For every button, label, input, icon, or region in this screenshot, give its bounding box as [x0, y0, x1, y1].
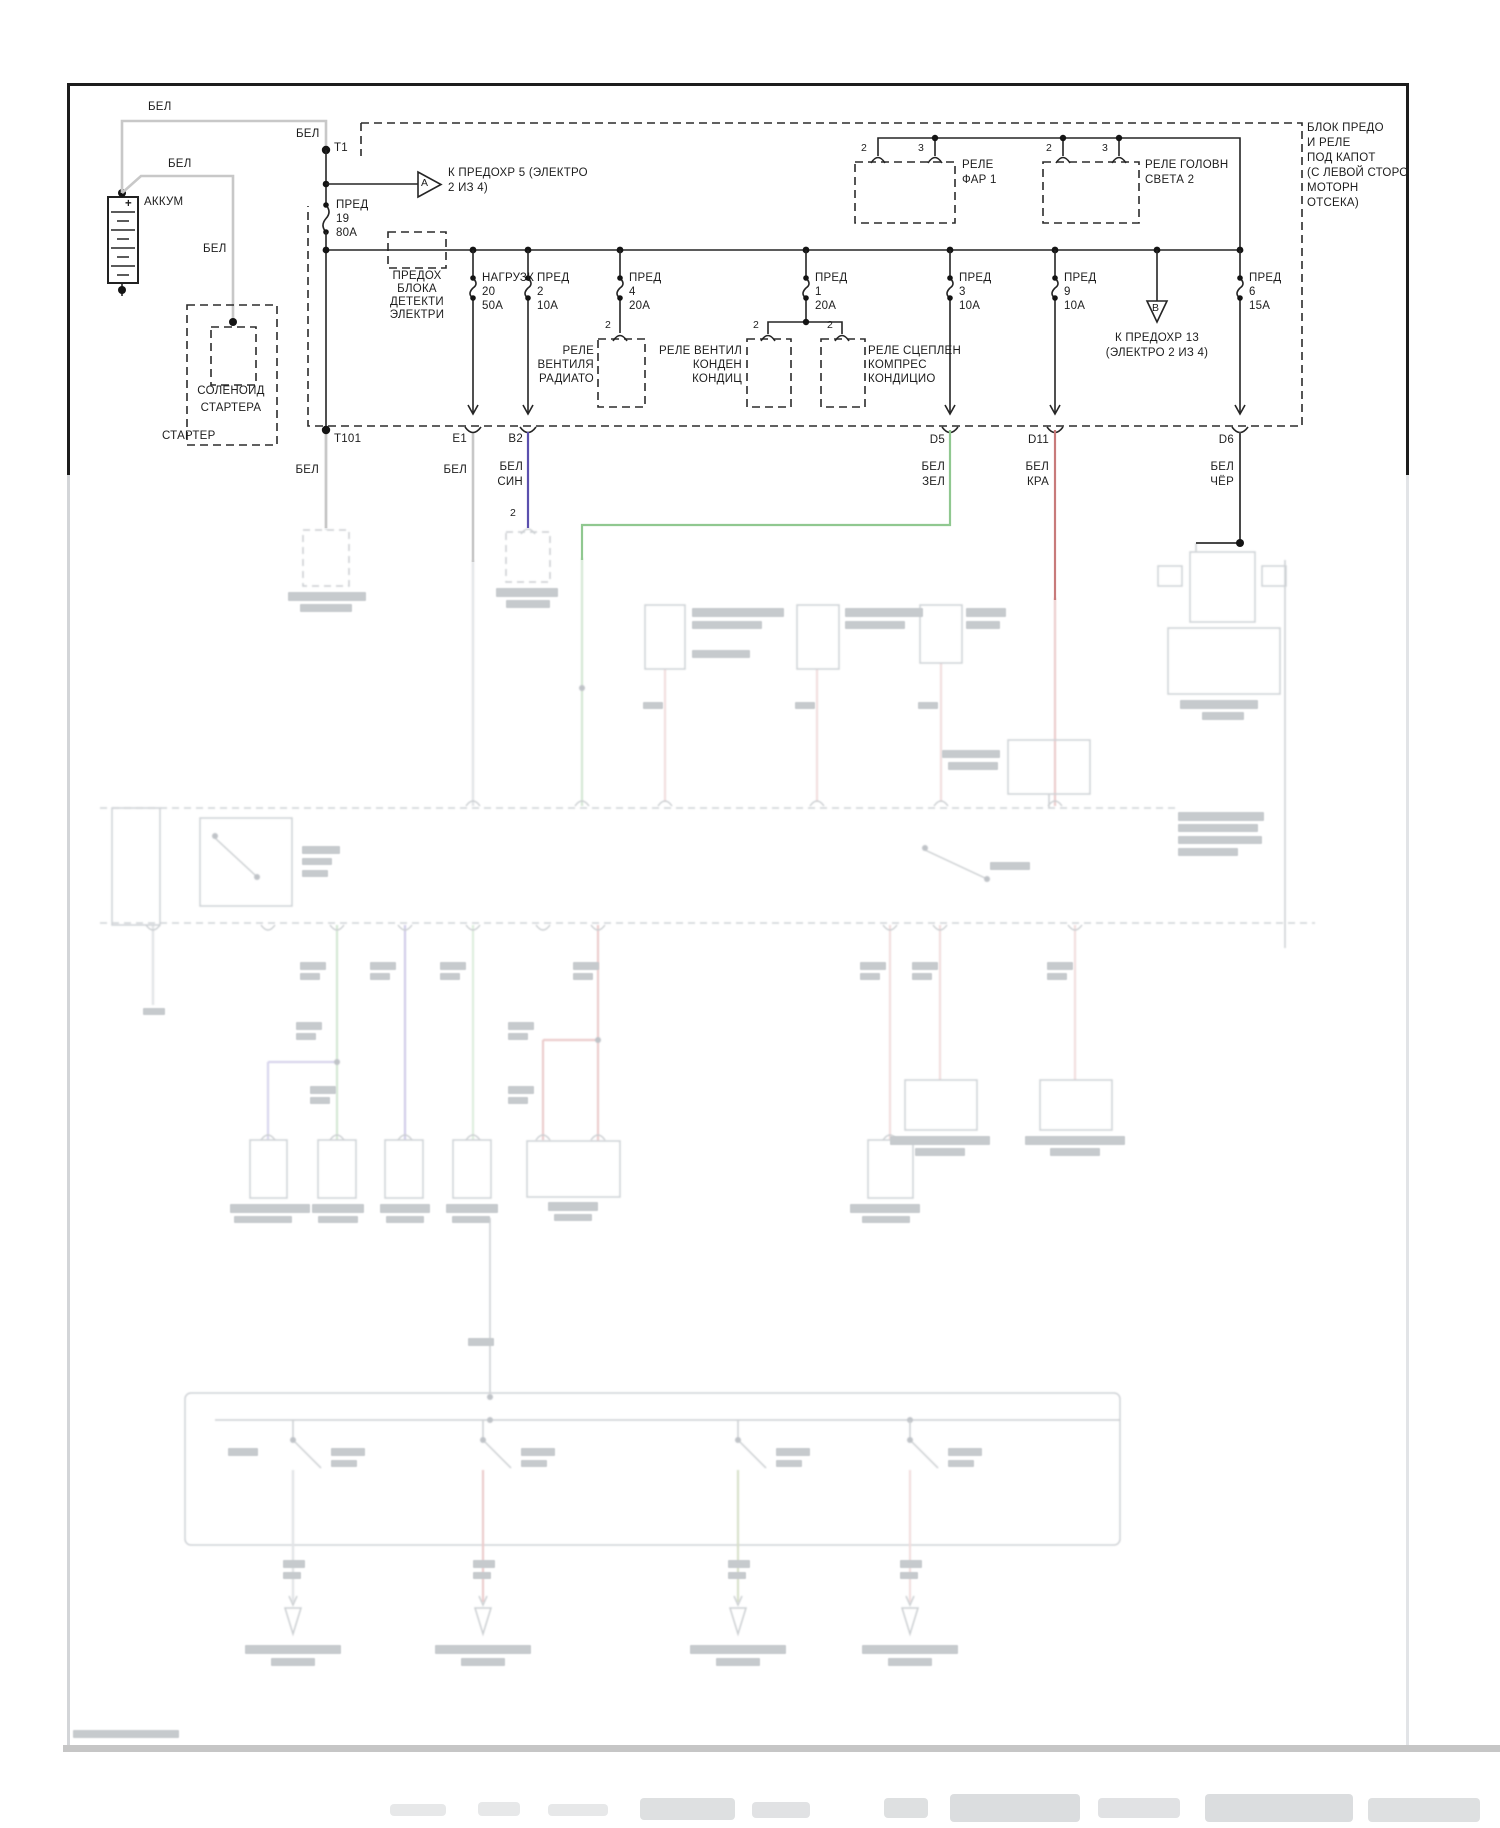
bottom-artifact-blob	[1098, 1798, 1180, 1818]
faded-label-bar	[1202, 712, 1244, 720]
bottom-artifact-blob	[1205, 1794, 1353, 1822]
faded-label-bar	[508, 1022, 534, 1030]
faded-label-bar	[473, 1572, 491, 1579]
fuse-6-num: 6	[1249, 286, 1256, 298]
faded-label-bar	[573, 962, 599, 970]
connector-d5-wire-2: ЗЕЛ	[922, 476, 945, 488]
faded-label-bar	[283, 1560, 305, 1568]
faded-label-bar	[1178, 812, 1264, 821]
fuse-9-num: 9	[1064, 286, 1071, 298]
faded-label-bar	[386, 1216, 424, 1223]
bottom-artifact-blob	[478, 1802, 520, 1816]
faded-label-bar	[548, 1202, 598, 1211]
connector-d6-id: D6	[1218, 434, 1234, 446]
faded-label-bar	[521, 1448, 555, 1456]
faded-label-bar	[862, 1216, 910, 1223]
faded-label-bar	[900, 1560, 922, 1568]
solenoid-label-1: СОЛЕНОИД	[197, 385, 265, 397]
block-title-5: МОТОРН	[1307, 182, 1359, 194]
wire-label-bel-mid: БЕЛ	[168, 158, 192, 170]
ref-b-text-1: К ПРЕДОХР 13	[1114, 332, 1200, 344]
pin-2-clutch: 2	[826, 319, 834, 331]
faded-label-bar	[912, 962, 938, 970]
faded-label-bar	[942, 750, 1000, 758]
relay-headlamp2-1: РЕЛЕ ГОЛОВН	[1145, 159, 1229, 171]
faded-label-bar	[776, 1448, 810, 1456]
faded-label-bar	[690, 1645, 786, 1654]
block-title-4: (С ЛЕВОЙ СТОРО	[1307, 167, 1409, 179]
ref-b-text-2: (ЭЛЕКТРО 2 ИЗ 4)	[1105, 347, 1209, 359]
faded-label-bar	[230, 1204, 310, 1213]
bottom-artifact-blob	[950, 1794, 1080, 1822]
pin-2-headlamp2: 2	[1045, 142, 1053, 154]
faded-label-bar	[370, 962, 396, 970]
bottom-artifact-blob	[1368, 1798, 1480, 1822]
fuse-1-amp: 20А	[815, 300, 837, 312]
fuse-load-num: 20	[482, 286, 496, 298]
wire-label-bel-solenoid: БЕЛ	[203, 243, 227, 255]
faded-label-bar	[860, 973, 880, 980]
faded-label-bar	[302, 858, 332, 865]
battery-plus: +	[125, 198, 132, 210]
faded-label-bar	[716, 1658, 760, 1666]
faded-label-bar	[918, 702, 938, 709]
page-bottom-edge	[63, 1745, 1500, 1752]
faded-label-bar	[245, 1645, 341, 1654]
faded-label-bar	[1178, 836, 1262, 844]
faded-label-bar	[380, 1204, 430, 1213]
ref-b-letter: В	[1152, 302, 1160, 314]
faded-label-bar	[948, 1460, 974, 1467]
faded-label-bar	[554, 1214, 592, 1221]
relay-headlamp1-1: РЕЛЕ	[962, 159, 994, 171]
faded-label-bar	[692, 650, 750, 658]
fuse-3-amp: 10А	[959, 300, 981, 312]
faded-label-bar	[496, 588, 558, 597]
connector-t101-wire: БЕЛ	[295, 464, 319, 476]
faded-label-bar	[912, 973, 932, 980]
fuse19-name: ПРЕД	[336, 199, 369, 211]
faded-label-bar	[1047, 962, 1073, 970]
fuse-4-num: 4	[629, 286, 636, 298]
wire-label-bel-t1: БЕЛ	[296, 128, 320, 140]
relay-headlamp1-2: ФАР 1	[962, 174, 997, 186]
faded-label-bar	[302, 846, 340, 854]
faded-label-bar	[966, 608, 1006, 617]
ref-a-text-2: 2 ИЗ 4)	[448, 182, 488, 194]
relay-condfan-3: КОНДИЦ	[692, 373, 742, 385]
faded-label-bar	[228, 1448, 258, 1456]
faded-label-bar	[468, 1338, 494, 1346]
faded-label-bar	[331, 1448, 365, 1456]
relay-clutch-1: РЕЛЕ СЦЕПЛЕН	[868, 345, 962, 357]
faded-label-bar	[508, 1033, 528, 1040]
junction-t1-label: T1	[334, 142, 348, 154]
faded-label-bar	[1178, 824, 1258, 832]
faded-label-bar	[845, 608, 923, 617]
faded-label-bar	[900, 1572, 918, 1579]
relay-clutch-2: КОМПРЕС	[868, 359, 927, 371]
connector-d5-id: D5	[929, 434, 945, 446]
relay-radiator-1: РЕЛЕ	[562, 345, 594, 357]
faded-label-bar	[296, 1022, 322, 1030]
connector-d6-wire-1: БЕЛ	[1210, 461, 1234, 473]
connector-d11-wire-1: БЕЛ	[1025, 461, 1049, 473]
faded-label-bar	[370, 973, 390, 980]
faded-label-bar	[1025, 1136, 1125, 1145]
faded-label-bar	[692, 621, 762, 629]
faded-label-bar	[283, 1572, 301, 1579]
connector-d11-id: D11	[1028, 434, 1049, 446]
connector-d5-wire-1: БЕЛ	[921, 461, 945, 473]
faded-label-bar	[1047, 973, 1067, 980]
faded-label-bar	[888, 1658, 932, 1666]
solenoid-label-2: СТАРТЕРА	[200, 402, 262, 414]
faded-label-bar	[234, 1216, 292, 1223]
fuse-9-amp: 10А	[1064, 300, 1086, 312]
ref-a-text-1: К ПРЕДОХР 5 (ЭЛЕКТРО	[448, 167, 588, 179]
block-title-1: БЛОК ПРЕДО	[1307, 122, 1384, 134]
faded-label-bar	[435, 1645, 531, 1654]
block-title-2: И РЕЛЕ	[1307, 137, 1351, 149]
faded-label-bar	[506, 600, 550, 608]
faded-label-bar	[302, 870, 328, 877]
fuse-6-amp: 15А	[1249, 300, 1271, 312]
faded-label-bar	[296, 1033, 316, 1040]
faded-label-bar	[966, 621, 1000, 629]
fuse19-amp: 80А	[336, 227, 358, 239]
faded-label-bar	[310, 1097, 330, 1104]
faded-label-bar	[288, 592, 366, 601]
starter-label: СТАРТЕР	[162, 430, 216, 442]
faded-label-bar	[862, 1645, 958, 1654]
faded-label-bar	[845, 621, 905, 629]
connector-d6-wire-2: ЧЁР	[1210, 476, 1234, 488]
bottom-artifact-blob	[752, 1802, 810, 1818]
faded-label-bar	[776, 1460, 802, 1467]
faded-label-bar	[461, 1658, 505, 1666]
faded-label-bar	[890, 1136, 990, 1145]
faded-label-bar	[452, 1216, 490, 1223]
faded-label-bar	[473, 1560, 495, 1568]
faded-label-bar	[915, 1148, 965, 1156]
fuse-3-num: 3	[959, 286, 966, 298]
fusebox-note-4: ЭЛЕКТРИ	[389, 309, 445, 321]
faded-label-bar	[521, 1460, 547, 1467]
connector-b2-id: B2	[508, 433, 523, 445]
faded-label-bar	[1050, 1148, 1100, 1156]
faded-label-bar	[850, 1204, 920, 1213]
block-title-3: ПОД КАПОТ	[1307, 152, 1376, 164]
bottom-artifact-blob	[640, 1798, 735, 1820]
faded-label-bar	[1180, 700, 1258, 709]
battery-label: АККУМ	[144, 196, 184, 208]
faded-label-bar	[990, 862, 1030, 870]
relay-condfan-1: РЕЛЕ ВЕНТИЛ	[659, 345, 742, 357]
bottom-artifact-blob	[884, 1798, 928, 1818]
faded-label-bar	[440, 973, 460, 980]
faded-label-bar	[318, 1216, 358, 1223]
pin-2-b2-box: 2	[509, 507, 517, 519]
faded-label-bar	[728, 1572, 746, 1579]
faded-label-bar	[948, 762, 998, 770]
faded-label-bar	[271, 1658, 315, 1666]
relay-headlamp2-2: СВЕТА 2	[1145, 174, 1195, 186]
fuse-load-amp: 50А	[482, 300, 504, 312]
faded-label-bar	[300, 962, 326, 970]
faded-label-bar	[573, 973, 593, 980]
fusebox-note-1: ПРЕДОХ	[392, 270, 442, 282]
faded-label-bar	[692, 608, 784, 617]
fuse-4-amp: 20А	[629, 300, 651, 312]
relay-clutch-3: КОНДИЦИО	[868, 373, 936, 385]
fuse-4-name: ПРЕД	[629, 272, 662, 284]
faded-label-bar	[143, 1008, 165, 1015]
faded-label-bar	[508, 1086, 534, 1094]
faded-label-bar	[73, 1730, 179, 1738]
faded-label-bar	[331, 1460, 357, 1467]
pin-2-condfan: 2	[752, 319, 760, 331]
connector-e1-wire: БЕЛ	[443, 464, 467, 476]
connector-b2-wire-2: СИН	[497, 476, 523, 488]
faded-label-bar	[728, 1560, 750, 1568]
faded-label-bar	[300, 973, 320, 980]
faded-label-bar	[440, 962, 466, 970]
fuse-1-name: ПРЕД	[815, 272, 848, 284]
faded-label-bar	[643, 702, 663, 709]
connector-e1-id: E1	[452, 433, 467, 445]
fuse-2-num: 2	[537, 286, 544, 298]
faded-label-bar	[795, 702, 815, 709]
fuse-6-name: ПРЕД	[1249, 272, 1282, 284]
fuse19-num: 19	[336, 213, 350, 225]
faded-label-bar	[312, 1204, 364, 1213]
ref-a-letter: А	[421, 177, 429, 189]
faded-label-bar	[508, 1097, 528, 1104]
faded-label-bar	[310, 1086, 336, 1094]
connector-d11-wire-2: КРА	[1026, 476, 1049, 488]
fuse-2-name: ПРЕД	[537, 272, 570, 284]
pin-3-headlamp1: 3	[917, 142, 925, 154]
connector-t101-id: T101	[334, 433, 362, 445]
pin-2-headlamp1: 2	[860, 142, 868, 154]
relay-radiator-3: РАДИАТО	[539, 373, 594, 385]
faded-label-bar	[860, 962, 886, 970]
fuse-3-name: ПРЕД	[959, 272, 992, 284]
relay-radiator-2: ВЕНТИЛЯ	[537, 359, 594, 371]
fuse-2-amp: 10А	[537, 300, 559, 312]
relay-condfan-2: КОНДЕН	[692, 359, 742, 371]
fusebox-note-2: БЛОКА	[397, 283, 437, 295]
fuse-load-name: НАГРУЗК	[482, 272, 535, 284]
connector-b2-wire-1: БЕЛ	[499, 461, 523, 473]
fuse-1-num: 1	[815, 286, 822, 298]
faded-label-bar	[300, 604, 352, 612]
pin-3-headlamp2: 3	[1101, 142, 1109, 154]
faded-label-bar	[446, 1204, 498, 1213]
block-title-6: ОТСЕКА)	[1307, 197, 1359, 209]
faded-label-bar	[1178, 848, 1238, 856]
fuse-9-name: ПРЕД	[1064, 272, 1097, 284]
fusebox-note-3: ДЕТЕКТИ	[390, 296, 444, 308]
wire-label-bel-top: БЕЛ	[148, 101, 172, 113]
pin-2-radiator: 2	[604, 319, 612, 331]
bottom-artifact-blob	[390, 1804, 446, 1816]
faded-label-bar	[948, 1448, 982, 1456]
bottom-artifact-blob	[548, 1804, 608, 1816]
